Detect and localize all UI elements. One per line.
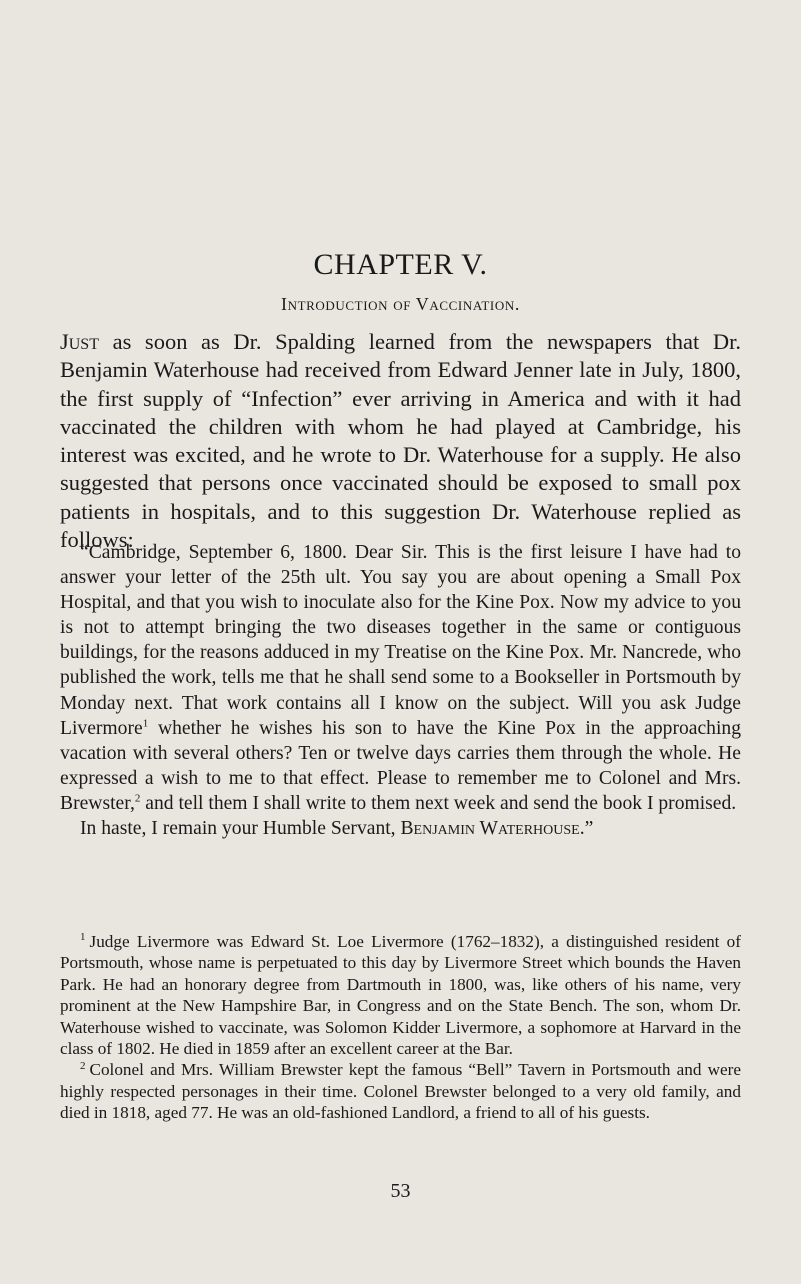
footnote-ref-2: 2: [134, 792, 141, 805]
page-number: 53: [390, 1180, 411, 1202]
lead-paragraph: [60, 328, 741, 554]
chapter-subtitle: Introduction of Vaccination.: [281, 294, 520, 314]
letter-text-3: and tell them I shall write to them next week and send the book I promised.: [140, 792, 737, 814]
footnote-number: 2: [80, 1059, 86, 1072]
letter-text-2: whether he wishes his son to have the Kine Pox in the approaching vacation with several others? Ten or twelve days carries them through the whole. He expressed a wish to me to that effect. Please to remember me to Colonel and Mrs. Brewster,: [60, 717, 741, 814]
letter-text-1: “Cambridge, September 6, 1800. Dear Sir. This is the first leisure I have had to answer your letter of the 25th ult. You say you are about opening a Small Pox Hospital, and that you wish to inoculate also for the Kine Pox. Now my advice to you is not to attempt bringing the two diseases together in the same or contiguous buildings, for the reasons adduced in my Treatise on the Kine Pox. Mr. Nancrede, who published the work, tells me that he shall send some to a Bookseller in Portsmouth by Monday next. That work contains all I know on the subject. Will you ask Judge Livermore: [60, 542, 741, 739]
book-page: [60, 0, 741, 1284]
footnote-number: 1: [80, 931, 86, 944]
lead-text: as soon as Dr. Spalding learned from the newspapers that Dr. Benjamin Waterhouse had received from Edward Jenner late in July, 1800, the first supply of “Infection” ever arriving in America and with it had vaccinated the children with whom he had played at Cambridge, his interest was excited, and he wrote to Dr. Waterhouse for a supply. He also suggested that persons once vaccinated should be exposed to small pox patients in hospitals, and to this suggestion Dr. Waterhouse replied as follows:: [60, 329, 741, 553]
chapter-heading: CHAPTER V.: [313, 248, 488, 281]
signature: Benjamin Waterhouse.”: [400, 818, 594, 840]
closing-text: In haste, I remain your Humble Servant,: [80, 818, 401, 840]
footnote: [60, 931, 741, 1059]
footnote-text: Colonel and Mrs. William Brewster kept the famous “Bell” Tavern in Portsmouth and were highly respected personages in their time. Colonel Brewster belonged to a very old family, and died in 1818, aged 77. He was an old-fashioned Landlord, a friend to all of his guests.: [60, 1060, 741, 1123]
footnote: [60, 1059, 741, 1123]
footnotes: [60, 931, 741, 1124]
quoted-letter: [60, 540, 741, 841]
lead-first-word: Just: [60, 329, 99, 354]
letter-body: [60, 540, 741, 816]
letter-closing: [60, 816, 741, 841]
footnote-ref-1: 1: [142, 717, 149, 730]
footnote-text: Judge Livermore was Edward St. Loe Livermore (1762–1832), a distinguished resident of Portsmouth, whose name is perpetuated to this day by Livermore Street which bounds the Haven Park. He had an honorary degree from Dartmouth in 1800, was, like others of his name, very prominent at the New Hampshire Bar, in Congress and on the State Bench. The son, whom Dr. Waterhouse wished to vaccinate, was Solomon Kidder Livermore, a sophomore at Harvard in the class of 1802. He died in 1859 after an excellent career at the Bar.: [60, 932, 741, 1059]
